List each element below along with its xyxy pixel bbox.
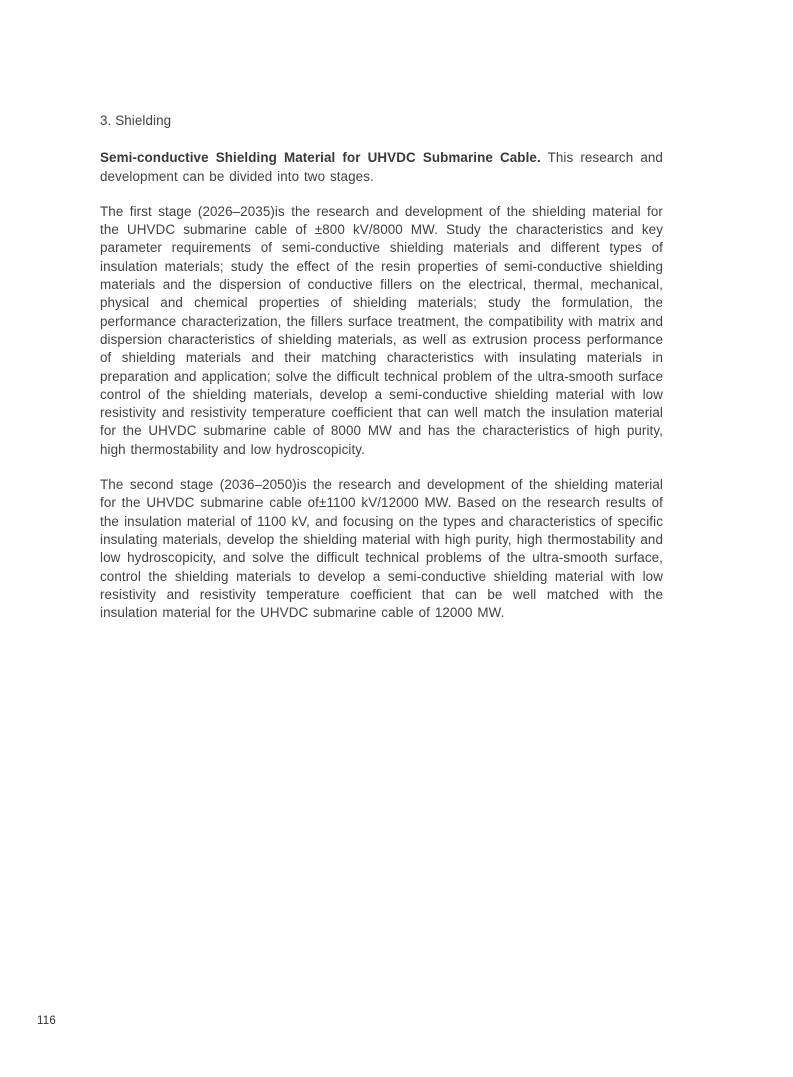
- intro-lead-bold: Semi-conductive Shielding Material for UHVDC Submarine Cable.: [100, 150, 541, 166]
- intro-rest: This research and development can be divided into two stages.: [100, 150, 663, 184]
- page-content: [100, 112, 663, 622]
- section-heading: 3. Shielding: [100, 113, 172, 128]
- page-number: 116: [37, 1015, 56, 1027]
- first-stage-paragraph: The first stage (2026–2035)is the research and development of the shielding material for the UHVDC submarine cable of ±800 kV/8000 MW. Study the characteristics and key parameter requirements of semi-conductive shielding materials and different types of insulation materials; study the effect of the resin properties of semi-conductive shielding materials and the dispersion of conductive fillers on the electrical, thermal, mechanical, physical and chemical properties of shielding materials; study the formulation, the performance characterization, the fillers surface treatment, the compatibility with matrix and dispersion characteristics of shielding materials, as well as extrusion process performance of shielding materials and their matching characteristics with insulating materials in preparation and application; solve the difficult technical problem of the ultra-smooth surface control of the shielding materials, develop a semi-conductive shielding material with low resistivity and resistivity temperature coefficient that can well match the insulation material for the UHVDC submarine cable of 8000 MW and has the characteristics of high purity, high thermostability and low hydroscopicity.: [100, 203, 663, 457]
- intro-paragraph: [100, 149, 663, 186]
- second-stage-paragraph: The second stage (2036–2050)is the research and development of the shielding material for the UHVDC submarine cable of±1100 kV/12000 MW. Based on the research results of the insulation material of 1100 kV, and focusing on the types and characteristics of specific insulating materials, develop the shielding material with high purity, high thermostability and low hydroscopicity, and solve the difficult technical problems of the ultra-smooth surface, control the shielding materials to develop a semi-conductive shielding material with low resistivity and resistivity temperature coefficient that can be well matched with the insulation material for the UHVDC submarine cable of 12000 MW.: [100, 477, 663, 621]
